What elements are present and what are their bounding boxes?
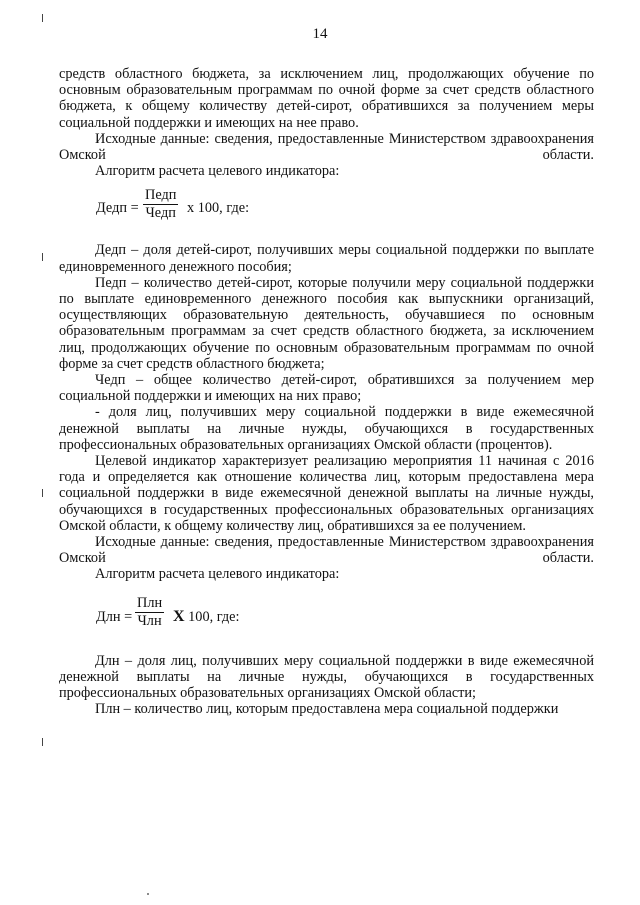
document-body [59,66,594,718]
indicator-description: - доля лиц, получивших меру социальной поддержки в виде ежемесячной денежной выплаты на личные нужды, обучающихся в государственных профессиональных образовательных организациях Омской области (процентов). [59,404,594,453]
definition-chedp: Чедп – общее количество детей-сирот, обратившихся за получением мер социальной поддержки и имеющих на них право; [59,372,594,405]
definition-pedp: Педп – количество детей-сирот, которые получили меру социальной поддержки по выплате единовременного денежного пособия как выпускники организаций, осуществляющих образовательную деятельность, обучавшиеся по основным образовательным программам за счет средств областного бюджета, за исключением лиц, продолжающих обучение по основным образовательным программам по очной форме за счет средств областного бюджета; [59,274,594,372]
margin-mark [42,253,43,261]
formula-denominator: Члн [137,612,162,629]
margin-mark [42,489,43,497]
paragraph-algorithm-heading: Алгоритм расчета целевого индикатора: [95,163,340,180]
formula-lhs: Дедп = [96,200,139,217]
formula-fraction [135,595,164,630]
formula-rhs-text: 100, где: [188,608,240,625]
paragraph-source-data: Исходные данные: сведения, предоставленные Министерством здравоохранения Омской области. [59,130,594,164]
formula-dln [59,583,594,649]
margin-mark [42,14,43,22]
formula-multiply-sign: Х [173,607,185,625]
paragraph-algorithm-heading: Алгоритм расчета целевого индикатора: [95,566,340,583]
definition-pln: Плн – количество лиц, которым предоставлена мера социальной поддержки [95,701,559,718]
formula-lhs: Длн = [96,608,133,625]
formula-dedp [59,179,594,239]
paragraph-continuation: средств областного бюджета, за исключением лиц, продолжающих обучение по основным образовательным программам по очной форме за счет средств областного бюджета, к общему количеству детей-сирот, обратившихся за получением меры социальной поддержки и имеющих на нее право. [59,66,594,131]
formula-rhs: х 100, где: [187,200,250,217]
paragraph-source-data: Исходные данные: сведения, предоставленные Министерством здравоохранения Омской области. [59,534,594,567]
definition-dedp: Дедп – доля детей-сирот, получивших меры социальной поддержки по выплате единовременного денежного пособия; [59,242,594,275]
formula-numerator: Плн [137,594,163,611]
definition-dln: Длн – доля лиц, получивших меру социальной поддержки в виде ежемесячной денежной выплаты на личные нужды, обучающихся в государственных профессиональных образовательных организациях Омской области; [59,652,594,702]
formula-fraction [143,187,178,222]
formula-numerator: Педп [145,187,177,204]
page-number: 14 [312,26,328,42]
formula-rhs [173,609,239,625]
indicator-characteristic: Целевой индикатор характеризует реализацию мероприятия 11 начиная с 2016 года и определяется как отношение количества лиц, которым предоставлена мера социальной поддержки в виде ежемесячной денежной выплаты на личные нужды, обучающихся в государственных профессиональных образовательных организациях Омской области, к общему количеству лиц, обратившихся за ее получением. [59,453,594,534]
formula-denominator: Чедп [145,205,176,222]
margin-mark [42,738,43,746]
scan-speck [147,893,149,895]
